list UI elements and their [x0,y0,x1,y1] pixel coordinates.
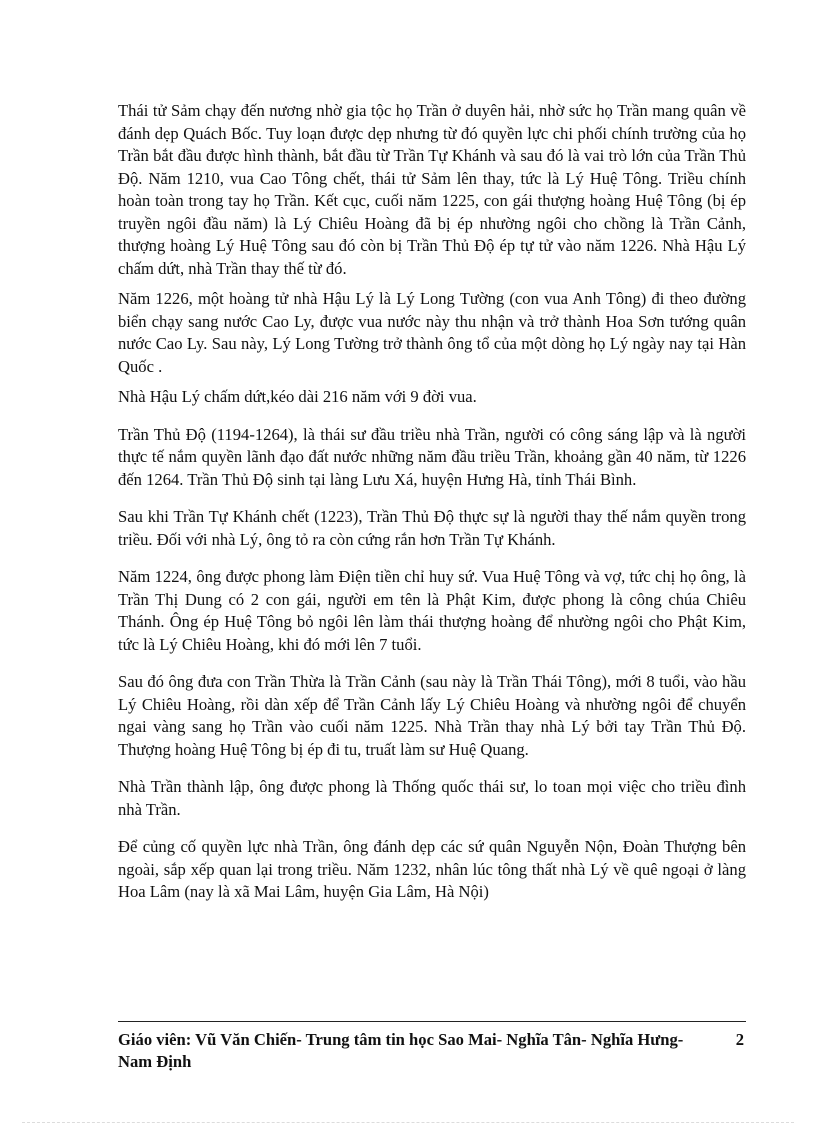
paragraph: Thái tử Sảm chạy đến nương nhờ gia tộc họ Trần ở duyên hải, nhờ sức họ Trần mang quân về đánh dẹp Quách Bốc. Tuy loạn được dẹp nhưng từ đó quyền lực chi phối chính trường của họ Trần bắt đầu được hình thành, bắt đầu từ Trần Tự Khánh và sau đó là vai trò lớn của Trần Thủ Độ. Năm 1210, vua Cao Tông chết, thái tử Sảm lên thay, tức là Lý Huệ Tông. Triều chính hoàn toàn trong tay họ Trần. Kết cục, cuối năm 1225, con gái thượng hoàng Huệ Tông (bị ép truyền ngôi đầu năm) là Lý Chiêu Hoàng đã bị ép nhường ngôi cho chồng là Trần Cảnh, thượng hoàng Lý Huệ Tông sau đó còn bị Trần Thủ Độ ép tự tử vào năm 1226. Nhà Hậu Lý chấm dứt, nhà Trần thay thế từ đó. [118,101,746,278]
paragraph: Sau khi Trần Tự Khánh chết (1223), Trần Thủ Độ thực sự là người thay thế nắm quyền trong triều. Đối với nhà Lý, ông tỏ ra còn cứng rắn hơn Trần Tự Khánh. [118,507,746,549]
paragraph: Nhà Trần thành lập, ông được phong là Thống quốc thái sư, lo toan mọi việc cho triều đình nhà Trần. [118,777,746,819]
document-body [118,100,746,904]
footer-divider [118,1021,746,1022]
footer-author-text: Giáo viên: Vũ Văn Chiến- Trung tâm tin học Sao Mai- Nghĩa Tân- Nghĩa Hưng- Nam Định [118,1030,684,1071]
paragraph: Để củng cố quyền lực nhà Trần, ông đánh dẹp các sứ quân Nguyễn Nộn, Đoàn Thượng bên ngoài, sắp xếp quan lại trong triều. Năm 1232, nhân lúc tông thất nhà Lý về quê ngoại ở làng Hoa Lâm (nay là xã Mai Lâm, huyện Gia Lâm, Hà Nội) [118,837,746,901]
paragraph: Năm 1224, ông được phong làm Điện tiền chỉ huy sứ. Vua Huệ Tông và vợ, tức chị họ ông, là Trần Thị Dung có 2 con gái, người em tên là Phật Kim, được phong là công chúa Chiêu Thánh. Ông ép Huệ Tông bỏ ngôi lên làm thái thượng hoàng để nhường ngôi cho Phật Kim, tức là Lý Chiêu Hoàng, khi đó mới lên 7 tuổi. [118,567,746,654]
paragraph: Sau đó ông đưa con Trần Thừa là Trần Cảnh (sau này là Trần Thái Tông), mới 8 tuổi, vào hầu Lý Chiêu Hoàng, rồi dàn xếp để Trần Cảnh lấy Lý Chiêu Hoàng và nhường ngôi để chuyển ngai vàng sang họ Trần vào cuối năm 1225. Nhà Trần thay nhà Lý bởi tay Trần Thủ Độ. Thượng hoàng Huệ Tông bị ép đi tu, truất làm sư Huệ Quang. [118,672,746,759]
paragraph: Trần Thủ Độ (1194-1264), là thái sư đầu triều nhà Trần, người có công sáng lập và là người thực tế nắm quyền lãnh đạo đất nước những năm đầu triều Trần, khoảng gần 40 năm, từ 1226 đến 1264. Trần Thủ Độ sinh tại làng Lưu Xá, huyện Hưng Hà, tỉnh Thái Bình. [118,424,746,489]
page-number: 2 [735,1030,744,1049]
page-footer [118,1029,746,1073]
paragraph: Nhà Hậu Lý chấm dứt,kéo dài 216 năm với 9 đời vua. [118,387,477,406]
paragraph: Năm 1226, một hoàng tử nhà Hậu Lý là Lý Long Tường (con vua Anh Tông) đi theo đường biển chạy sang nước Cao Ly, được vua nước này thu nhận và trở thành Hoa Sơn tướng quân nước Cao Ly. Sau này, Lý Long Tường trở thành ông tổ của một dòng họ Lý ngày nay tại Hàn Quốc . [118,289,746,376]
